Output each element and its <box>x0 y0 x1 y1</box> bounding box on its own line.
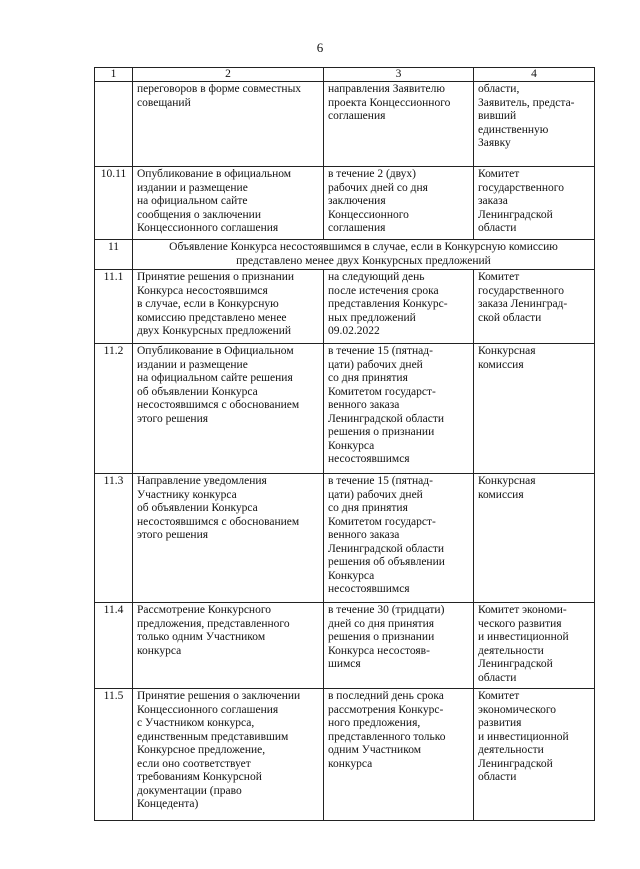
row-deadline: в течение 15 (пятнад- цати) рабочих дней со дня принятия Комитетом государст- венного заказа Ленинградской области решения о признании Конкурса несостоявшимся <box>324 344 474 474</box>
column-header-number: 1 <box>95 68 133 82</box>
row-action: Принятие решения о признании Конкурса несостоявшимся в случае, если в Конкурсную комиссию представлено менее двух Конкурсных предложений <box>133 270 324 344</box>
table-row <box>95 689 595 821</box>
schedule-table <box>94 67 595 821</box>
row-action: Опубликование в Официальном издании и размещение на официальном сайте решения об объявлении Конкурса несостоявшимся с обоснованием этого решения <box>133 344 324 474</box>
row-number: 10.11 <box>95 167 133 240</box>
row-number: 11.5 <box>95 689 133 821</box>
row-action: Опубликование в официальном издании и размещение на официальном сайте сообщения о заключении Концессионного соглашения <box>133 167 324 240</box>
row-deadline: направления Заявителю проекта Концессионного соглашения <box>324 82 474 167</box>
table-row <box>95 474 595 603</box>
row-number: 11.1 <box>95 270 133 344</box>
row-action: Рассмотрение Конкурсного предложения, представленного только одним Участником конкурса <box>133 603 324 689</box>
row-number: 11.2 <box>95 344 133 474</box>
table-row <box>95 167 595 240</box>
row-responsible: Комитет экономи- ческого развития и инвестиционной деятельности Ленинградской области <box>474 603 595 689</box>
section-number: 11 <box>95 240 133 270</box>
section-row <box>95 240 595 270</box>
row-responsible: Комитет государственного заказа Ленинград- ской области <box>474 270 595 344</box>
row-responsible: области, Заявитель, предста- вивший единственную Заявку <box>474 82 595 167</box>
row-responsible: Комитет государственного заказа Ленинградской области <box>474 167 595 240</box>
row-responsible: Конкурсная комиссия <box>474 474 595 603</box>
row-responsible: Комитет экономического развития и инвестиционной деятельности Ленинградской области <box>474 689 595 821</box>
column-header-deadline: 3 <box>324 68 474 82</box>
row-number: 11.4 <box>95 603 133 689</box>
row-deadline: в течение 30 (тридцати) дней со дня принятия решения о признании Конкурса несостояв- шимся <box>324 603 474 689</box>
table-row <box>95 270 595 344</box>
row-number: 11.3 <box>95 474 133 603</box>
row-action: Направление уведомления Участнику конкурса об объявлении Конкурса несостоявшимся с обоснованием этого решения <box>133 474 324 603</box>
row-deadline: в течение 2 (двух) рабочих дней со дня заключения Концессионного соглашения <box>324 167 474 240</box>
table-row <box>95 82 595 167</box>
column-header-responsible: 4 <box>474 68 595 82</box>
table-header-row <box>95 68 595 82</box>
row-deadline: в последний день срока рассмотрения Конкурс- ного предложения, представленного только одним Участником конкурса <box>324 689 474 821</box>
table-row <box>95 603 595 689</box>
row-action: переговоров в форме совместных совещаний <box>133 82 324 167</box>
row-responsible: Конкурсная комиссия <box>474 344 595 474</box>
row-deadline: на следующий день после истечения срока представления Конкурс- ных предложений 09.02.2022 <box>324 270 474 344</box>
row-deadline: в течение 15 (пятнад- цати) рабочих дней со дня принятия Комитетом государст- венного заказа Ленинградской области решения об объявлении Конкурса несостоявшимся <box>324 474 474 603</box>
column-header-action: 2 <box>133 68 324 82</box>
table-row <box>95 344 595 474</box>
row-number <box>95 82 133 167</box>
section-title: Объявление Конкурса несостоявшимся в случае, если в Конкурсную комиссию представлено менее двух Конкурсных предложений <box>133 240 595 270</box>
page-number: 6 <box>316 40 324 55</box>
row-action: Принятие решения о заключении Концессионного соглашения с Участником конкурса, единственным представившим Конкурсное предложение, если оно соответствует требованиям Конкурсной документации (право Концедента) <box>133 689 324 821</box>
